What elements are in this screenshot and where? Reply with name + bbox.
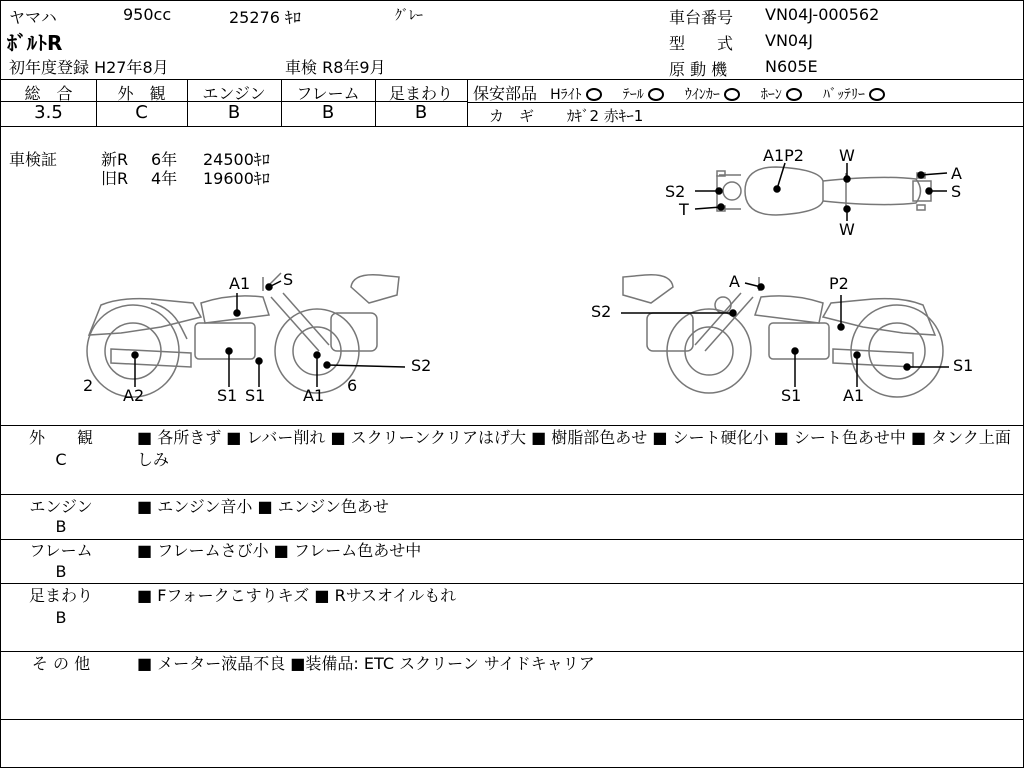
model-name: ﾎﾞﾙﾄR (7, 31, 63, 55)
top-label-s: S (951, 182, 962, 201)
grade-frame-label: フレーム (296, 84, 360, 103)
note-exterior-label: 外 観 (28, 428, 93, 447)
model-type: VN04J (765, 31, 813, 50)
mileage: 25276 ｷﾛ (229, 8, 301, 27)
right-label-s2: S2 (591, 302, 612, 321)
key-label: カ ギ (489, 107, 535, 125)
right-label-a1: A1 (843, 386, 865, 405)
note-exterior-grade: C (55, 450, 67, 469)
engine-code-label: 原 動 機 (669, 60, 728, 79)
note-frame-label: フレーム (29, 541, 93, 560)
certificate-old-label: 旧R (101, 169, 129, 188)
top-view-motorcycle (717, 167, 931, 215)
safety-label: 保安部品 (473, 84, 538, 103)
top-label-a1p2: A1P2 (763, 146, 804, 165)
top-label-a: A (951, 164, 962, 183)
certificate-label: 車検証 (9, 150, 58, 169)
right-side-motorcycle (623, 275, 943, 397)
circle-mark-icon (869, 88, 885, 101)
displacement: 950cc (123, 5, 172, 24)
maker: ヤマハ (9, 8, 57, 27)
grade-exterior-value: C (135, 102, 148, 123)
note-engine-label: エンジン (29, 497, 93, 516)
grade-engine-label: エンジン (202, 84, 266, 103)
safety-parts-row (473, 81, 891, 104)
grade-engine-value: B (227, 102, 241, 123)
right-label-s1-b: S1 (953, 356, 974, 375)
inspection-expiry: 車検 R8年9月 (285, 58, 386, 77)
note-engine-text: ■ エンジン音小 ■ エンジン色あせ (137, 497, 389, 516)
color: ｸﾞﾚｰ (395, 8, 423, 24)
left-label-s1-a: S1 (217, 386, 238, 405)
top-label-w-upper: W (839, 146, 855, 165)
tail-label: ﾃｰﾙ (622, 87, 644, 103)
battery-label: ﾊﾞｯﾃﾘｰ (823, 87, 866, 103)
certificate-new-km: 24500ｷﾛ (203, 150, 270, 169)
left-label-s1-b: S1 (245, 386, 266, 405)
certificate-old-km: 19600ｷﾛ (203, 169, 270, 188)
model-type-label: 型 式 (669, 34, 734, 53)
damage-diagram (1, 127, 1023, 425)
note-suspension-text: ■ Fフォークこすりキズ ■ Rサスオイルもれ (137, 586, 457, 605)
note-other-label: そ の 他 (31, 654, 91, 673)
engine-code: N605E (765, 57, 818, 76)
note-exterior-text: ■ 各所きず ■ レバー削れ ■ スクリーンクリアはげ大 ■ 樹脂部色あせ ■ シート硬化小 ■ シート色あせ中 ■ タンク上面しみ (137, 428, 1011, 469)
key-value: ｶｷﾞ2 赤ｷｰ1 (567, 107, 644, 125)
grade-exterior-label: 外 観 (117, 84, 166, 103)
circle-mark-icon (724, 88, 740, 101)
note-frame-grade: B (55, 562, 67, 581)
frame-number-label: 車台番号 (669, 8, 734, 27)
certificate-new-years: 6年 (151, 150, 178, 169)
left-label-2: 2 (83, 376, 94, 395)
horn-label: ﾎｰﾝ (760, 87, 782, 103)
top-label-s2: S2 (665, 182, 686, 201)
circle-mark-icon (586, 88, 602, 101)
left-label-6: 6 (347, 376, 358, 395)
headlight-label: Hﾗｲﾄ (550, 87, 582, 103)
grade-total-value: 3.5 (34, 102, 63, 123)
note-engine-grade: B (55, 517, 67, 536)
grade-suspension-label: 足まわり (388, 84, 453, 103)
circle-mark-icon (786, 88, 802, 101)
grade-frame-value: B (321, 102, 335, 123)
note-suspension-grade: B (55, 608, 67, 627)
certificate-old-years: 4年 (151, 169, 178, 188)
top-label-t: T (679, 200, 689, 219)
left-label-s2: S2 (411, 356, 432, 375)
note-frame-text: ■ フレームさび小 ■ フレーム色あせ中 (137, 541, 422, 560)
left-label-a1: A1 (229, 274, 251, 293)
top-label-w-lower: W (839, 220, 855, 239)
right-label-p2: P2 (829, 274, 849, 293)
circle-mark-icon (648, 88, 664, 101)
frame-number: VN04J-000562 (765, 5, 880, 24)
grade-suspension-value: B (414, 102, 428, 123)
right-label-s1: S1 (781, 386, 802, 405)
winker-label: ｳｲﾝｶｰ (684, 87, 720, 103)
note-other-text: ■ メーター液晶不良 ■装備品: ETC スクリーン サイドキャリア (137, 654, 595, 673)
grade-total-label: 総 合 (24, 84, 73, 103)
note-suspension-label: 足まわり (28, 586, 93, 605)
left-label-a2: A2 (123, 386, 145, 405)
left-label-s: S (283, 270, 294, 289)
left-label-a1-b: A1 (303, 386, 325, 405)
first-registration: 初年度登録 H27年8月 (9, 58, 169, 77)
certificate-new-label: 新R (101, 150, 129, 169)
right-label-a: A (729, 272, 740, 291)
